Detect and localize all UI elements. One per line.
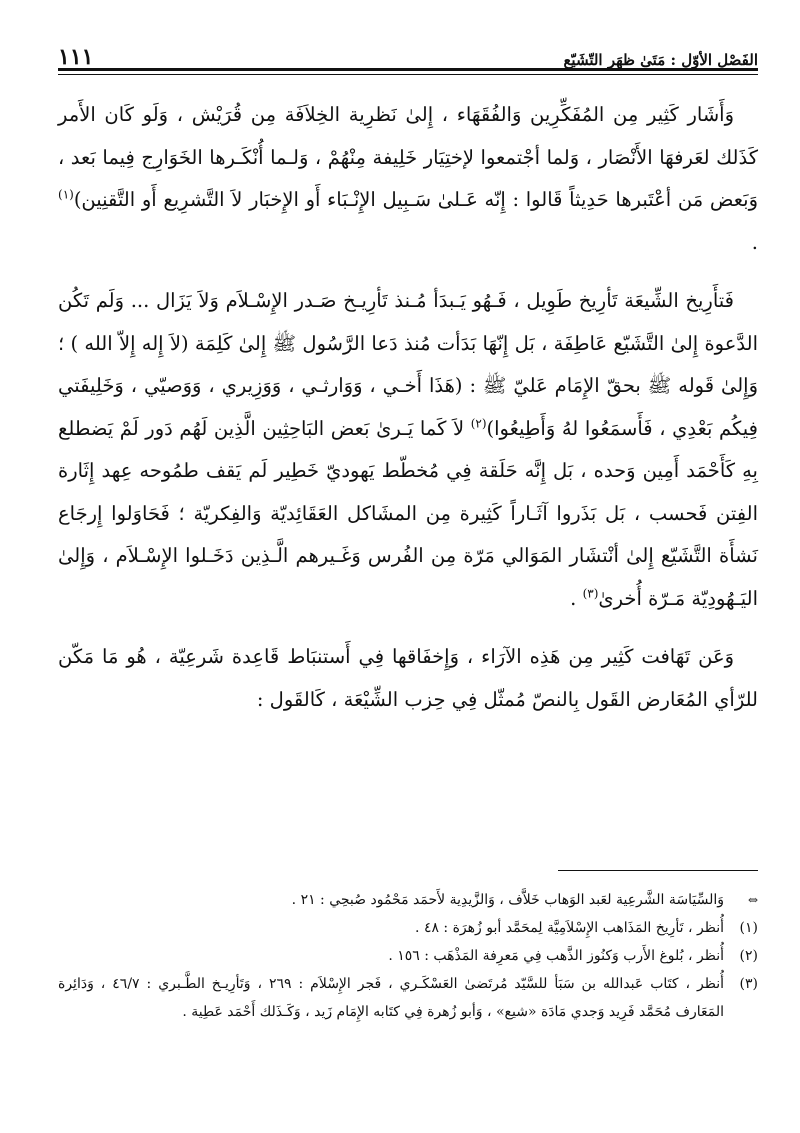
continuation-arrow-icon: ⇔ <box>747 893 758 907</box>
footnote-2 <box>58 942 758 970</box>
paragraph-3 <box>58 636 758 721</box>
paragraph-2-end: لاَ كَما يَـرىٰ بَعض البَاحِثِين الَّذِين لَهُم دَور لَمْ يَضطلع بِهِ كَأَحْمَد أَمِين وَحده ، بَل إِنَّه حَلَقة فِي مُخطّط يَهوديّ خَطِير لَم يَقف طمُوحه عِهد إِثَارة الفِتن فَحسب ، بَل بَذَروا آثَـاراً كَثِيرة مِن المشَاكل العَقَائِديّة وَالفِكريّة ؛ فَحَاوَلوا إِرجَاع نَشأَة التَّشَيّع إِلىٰ أنْتشَار المَوَالي مَرّة مِن الفُرس وَغَـيرهم الَّـذِين دَخَـلوا الإِسْـلاَم ، وَإِلىٰ اليَـهُودِيّة مَـرّة أُخرىٰ <box>58 416 758 610</box>
footnote-continued <box>58 886 758 914</box>
footnote-separator <box>558 870 758 871</box>
footnote-3 <box>58 970 758 1026</box>
paragraph-3-text: وَعَن تَهَافت كَثِير مِن هَذِه الآرَاء ، وَإِخفَاقها فِي أَستنبَاط قَاعِدة شَرعِيّة ، هُو مَا مَكّن للرّأي المُعَارض القَول بِالنصّ مُمثّل فِي حِزب الشِّيْعَة ، كَالقَول : <box>58 645 758 711</box>
paragraph-2-text: فَتأَرِيخ الشِّيعَة تَأرِيخ طَوِيل ، فَـهُو يَـبدَأ مُـنذ تَأرِيـخ صَـدر الإِسْـلاَم وَلاَ يَزَال ... وَلَم تَكُن الدَّعوة إِلىٰ التَّشَيّع عَاطِفَة ، بَل إِنّهَا بَدَأت مُنذ دَعا الرَّسُول ﷺ إِلىٰ كَلِمَة (لاَ إِله إِلاّ الله ) ؛ وَإِلىٰ قَوله ﷺ بحقّ الإِمَام عَليّ ﷺ : (هَذَا أَخـي ، وَوَارثـي ، وَوَزِيري ، وَوَصيّي ، وَخَلِيفَتي فِيكُم بَعْدِي ، فَأَسمَعُوا لهُ وَأَطِيعُوا) <box>58 289 758 440</box>
paragraph-1-text: وَأَشَار كَثِير مِن المُفَكِّرِين وَالفُقَهَاء ، إِلىٰ نَظرِية الخِلاَفَة مِن قُرَيْش ، وَلَو كَان الأَمر كَذَلك لعَرفهَا الأَنْصَار ، وَلما أجْتمعوا لإختِيَار خَلِيفة مِنْهُمْ ، وَلـما أُنْكَـرها الخَوَارِج فِيما بَعد ، وَبَعض مَن أعْتَبرها حَدِيثاً قَالوا : إِنّه عَـلىٰ سَـبِيل الإِنْـبَاء أَو الإِخبَار لاَ التَّشرِيع أَو التَّقنِين) <box>58 103 758 211</box>
main-text <box>58 94 758 737</box>
footnote-1 <box>58 914 758 942</box>
page-header <box>58 28 758 68</box>
header-rule-thick <box>58 68 758 71</box>
header-rule-thin <box>58 74 758 75</box>
page-number: ١١١ <box>58 44 94 70</box>
footnotes <box>58 886 758 1026</box>
footnote-mark: (١) <box>739 920 758 936</box>
footnote-mark: (٢) <box>739 948 758 964</box>
footnote-text: أُنظر ، تَأرِيخ المَذَاهب الإِسْلاَمِيَّة لِمحَمَّد أبو زُهرَة : ٤٨ . <box>415 920 724 936</box>
paragraph-2-end-2: . <box>570 586 583 610</box>
paragraph-2 <box>58 280 758 620</box>
running-title: الفَصْل الأوّل : مَتَىٰ ظهَر التّشَيّع <box>563 51 758 69</box>
footnote-ref-3[interactable]: (٣) <box>582 586 599 600</box>
paragraph-1 <box>58 94 758 264</box>
footnote-mark: (٣) <box>739 976 758 992</box>
footnote-ref-2[interactable]: (٢) <box>470 416 487 430</box>
footnote-text: وَالسِّيَاسَة الشَّرعِية لعَبد الوَهاب خَلاَّف ، وَالزَّيدِية لأَحمَد مَحْمُود صُبحِي : ٢١ . <box>291 892 724 908</box>
footnote-text: أُنظر ، بُلوغ الأَرب وَكنُوز الذَّهب فِي مَعرِفة المَذْهَب : ١٥٦ . <box>388 948 724 964</box>
paragraph-1-end: . <box>751 230 758 254</box>
footnote-ref-1[interactable]: (١) <box>58 187 74 202</box>
footnote-text: أُنظر ، كتَاب عَبدالله بن سَبَأ للسَّيّد مُرتَضىٰ العَسْكَـري ، فَجر الإِسْلاَم : ٢٦٩ ، وَتَأرِيـخ الطَّـبري : ٤٦/٧ ، وَدَائِرة المَعَارف مُحَمَّد فَرِيد وَجدي مَادَة «شيع» ، وَأبو زُهرة فِي كتَابه الإِمَام زَيد ، وَكَـذَلك أَحْمَد عَطِية . <box>58 976 724 1020</box>
